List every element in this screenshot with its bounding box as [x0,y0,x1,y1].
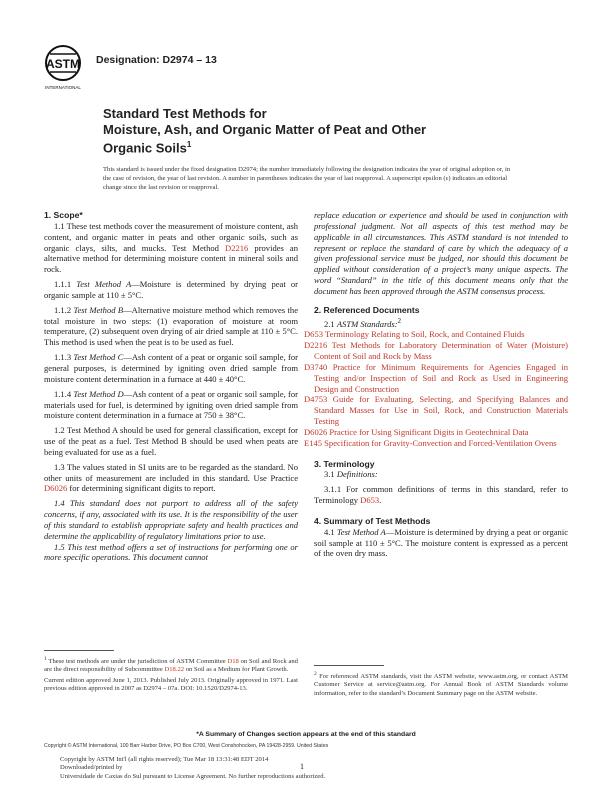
reference-link[interactable]: D6026 [44,483,68,494]
paragraph: 4.1 Test Method A—Moisture is determined by drying a peat or organic soil sample at 110 ± 5°C. The moisture content is expressed as a percent of the oven dry mass. [314,526,568,559]
reference-link[interactable]: D653 [360,495,380,506]
paragraph: 2.1 ASTM Standards:$^2$ [324,316,402,329]
license-block: Copyright by ASTM Int'l (all rights reserved); Tue Mar 18 13:31:48 EDT 2014 Downloaded/printed by Universidade de Caxias do Sul pursuant to License Agreement. No further reproductions authorized. [60,756,326,780]
section-heading: 3. Terminology [314,458,375,469]
title-line-1: Standard Test Methods for [103,106,267,121]
paragraph: replace education or experience and should be used in conjunction with professional judgment. Not all aspects of this test method may be applicable in all circumstances. This ASTM standard is not intended to represent or replace the standard of care by which the adequacy of a given professional service must be judged, nor should this document be applied without consideration of a project’s many unique aspects. The word “Standard” in the title of this document means only that the document has been approved through the ASTM consensus process. [314,210,568,296]
reference-item[interactable]: D4753 Guide for Evaluating, Selecting, and Specifying Balances and Standard Masses for Use in Soil, Rock, and Construction Materials Testing [304,394,568,427]
paragraph: 1.1.2 Test Method B—Alternative moisture method which removes the total moisture in two steps: (1) evaporation of moisture at room temperature, (2) subsequent oven drying of air dried sample at 110 ± 5°C. This method is used when the peat is to be used as fuel. [44,304,298,348]
reference-item[interactable]: D2216 Test Methods for Laboratory Determination of Water (Moisture) Content of Soil and Rock by Mass [304,340,568,361]
paragraph: 1.1.1 Test Method A—Moisture is determined by drying peat or organic sample at 110 ± 5°C. [44,279,298,300]
paragraph: 3.1.1 For common definitions of terms in this standard, refer to Terminology D653. [314,484,568,506]
paragraph: 1.2 Test Method A should be used for general classification, except for use of the peat as a fuel. Test Method B should be used when peats are being evaluated for use as a fuel. [44,425,298,457]
svg-text:INTERNATIONAL: INTERNATIONAL [45,85,81,90]
section-heading: 4. Summary of Test Methods [314,515,431,526]
page-number: 1 [300,762,304,771]
footnote-1-edition: Current edition approved June 1, 2013. Published July 2013. Originally approved in 1971. Last previous edition approved in 2007 as D2974 – 07a. DOI: 10.1520/D2974-13. [44,676,298,692]
title-line-3: Organic Soils$^1$ [103,140,192,156]
left-column [44,210,298,563]
copyright: Copyright © ASTM International, 100 Barr Harbor Drive, PO Box C700, West Conshohocken, PA 19428-2959. United States [44,743,329,749]
summary-note: *A Summary of Changes section appears at the end of this standard [196,731,416,738]
svg-text:ASTM: ASTM [46,57,80,71]
reference-link[interactable]: D2216 [225,242,249,253]
reference-list [304,329,568,448]
paragraph: 1.3 The values stated in SI units are to be regarded as the standard. No other units of measurement are included in this standard. Use Practice D6026 for determining significant digits to report. [44,461,298,494]
footnote-right [314,665,568,700]
title-line-2: Moisture, Ash, and Organic Matter of Peat and Other [103,121,427,137]
reference-item[interactable]: D653 Terminology Relating to Soil, Rock, and Contained Fluids [304,329,525,340]
section-heading: 1. Scope* [44,210,83,220]
paragraph: 1.1.4 Test Method D—Ash content of a peat or organic soil sample, for materials used for fuel, is determined by igniting oven dried sample from moisture content determination in a furnace at 750 ± 38°C. [44,388,298,421]
designation: Designation: D2974 – 13 [96,54,217,66]
reference-item[interactable]: D3740 Practice for Minimum Requirements for Agencies Engaged in Testing and/or Inspection of Soil and Rock as Used in Engineering Design and Construction [304,361,568,394]
footnote-divider [314,665,384,666]
reference-item[interactable]: E145 Specification for Gravity-Convection and Forced-Ventilation Ovens [304,437,557,448]
section-heading: 2. Referenced Documents [314,304,420,315]
document-title [103,106,503,156]
paragraph: 1.1.3 Test Method C—Ash content of a peat or organic soil sample, for general purposes, is determined by igniting oven dried sample from moisture content determination in a furnace at 440 ± 40°C. [44,352,299,384]
issuance-note: This standard is issued under the fixed designation D2974; the number immediately following the designation indicates the year of original adoption or, in the case of revision, the year of last revision. A number in parentheses indicates the year of last reapproval. A superscript epsilon (ε) indicates an editorial change since the last revision or reapproval. [103,166,511,191]
paragraph: 3.1 Definitions: [324,469,378,480]
right-column [304,210,568,559]
footnote-divider [44,650,114,651]
paragraph: 1.1 These test methods cover the measurement of moisture content, ash content, and organic matter in peats and other organic soils, such as organic clays, silts, and mucks. Test Method D2216 provides an alternative method for determining moisture content in mineral soils and rock. [44,220,299,275]
footnote-2: $^2$ For referenced ASTM standards, visit the ASTM website, www.astm.org, or contact ASTM Customer Service at service@astm.org. For Annual Book of ASTM Standards volume information, refer to the standard’s Document Summary page on the ASTM website. [314,671,569,697]
astm-logo [44,44,82,92]
footnote-ref[interactable]: 1 [186,140,192,149]
paragraph: 1.4 This standard does not purport to address all of the safety concerns, if any, associated with its use. It is the responsibility of the user of this standard to establish appropriate safety and health practices and determine the applicability of regulatory limitations prior to use. [44,498,298,541]
reference-item[interactable]: D6026 Practice for Using Significant Digits in Geotechnical Data [304,426,529,437]
footnote-1: $^1$ These test methods are under the jurisdiction of ASTM Committee D18 on Soil and Rock and are the direct responsibility of Subcommittee D18.22 on Soil as a Medium for Plant Growth. [44,656,298,674]
footnote-left [44,650,298,695]
paragraph: 1.5 This test method offers a set of instructions for performing one or more specific operations. This document cannot [44,541,298,563]
